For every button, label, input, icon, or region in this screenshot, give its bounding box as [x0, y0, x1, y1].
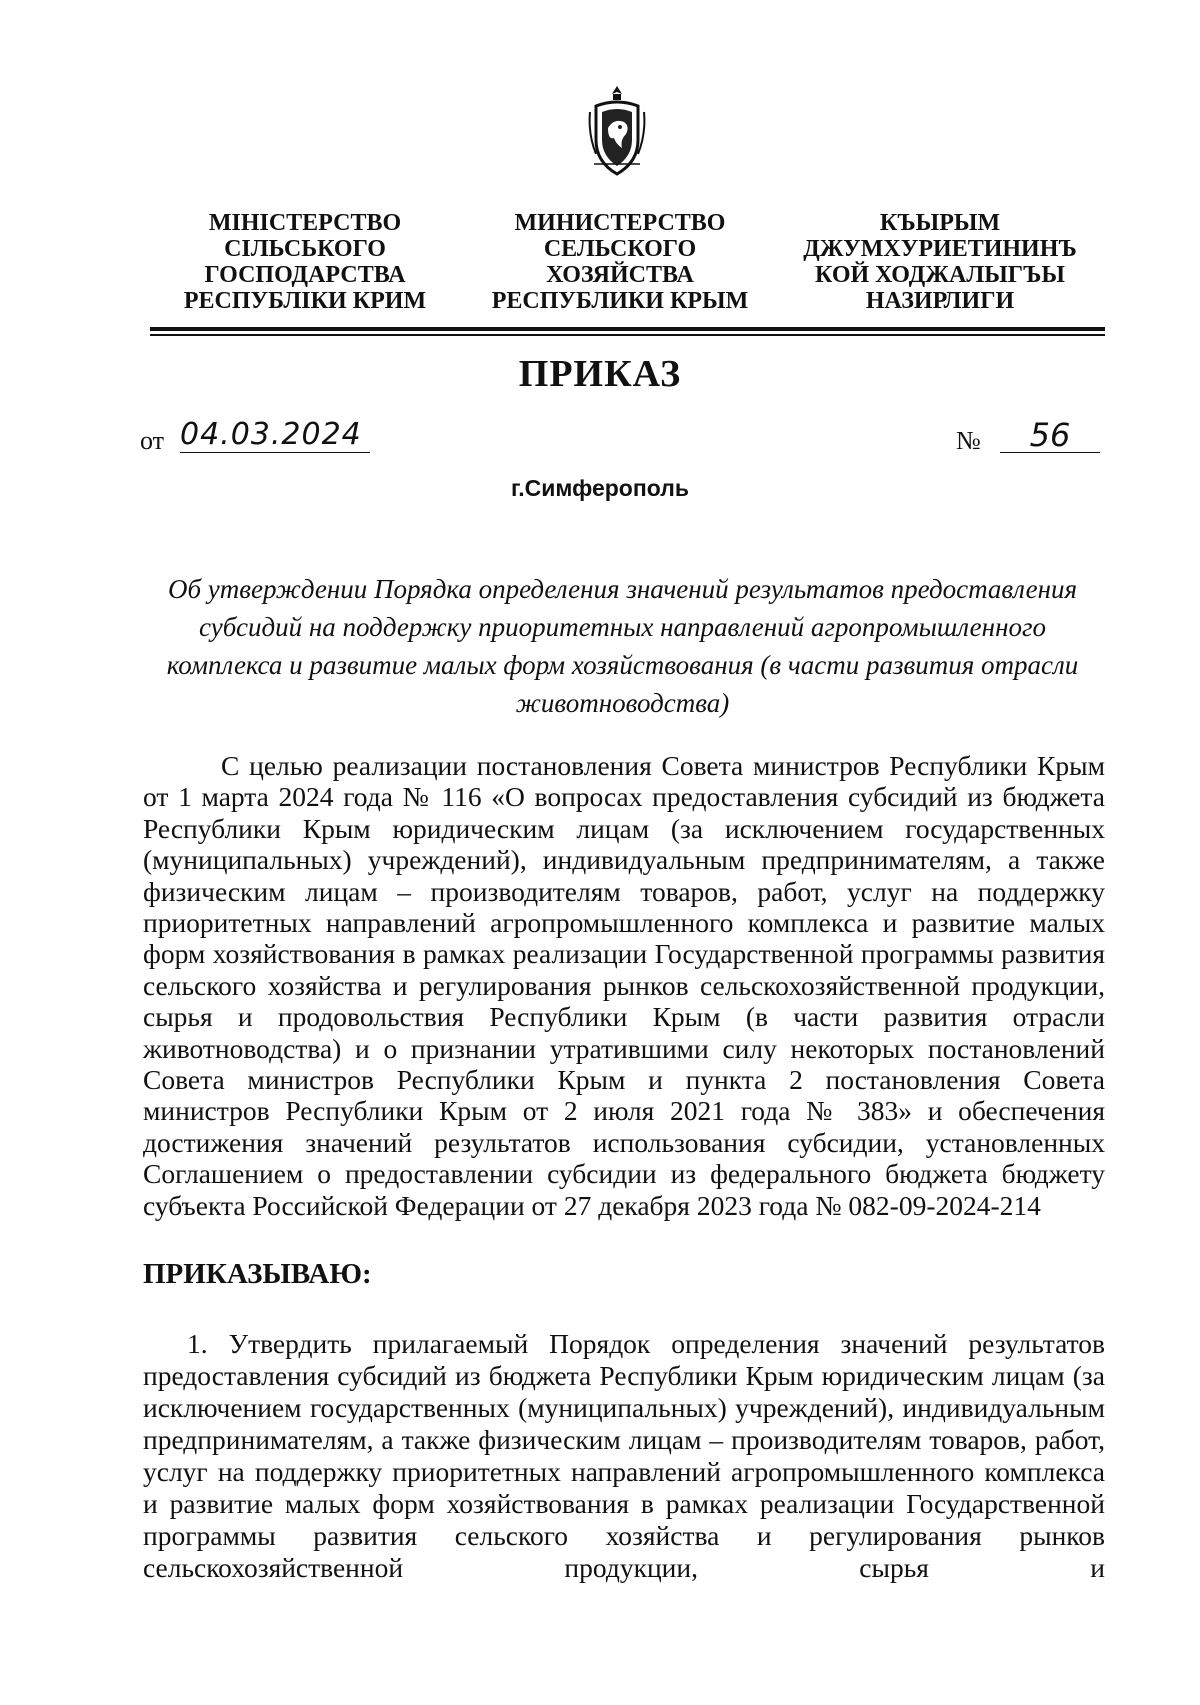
- date-number-row: [0, 418, 1200, 462]
- ministry-name-ua: МІНІСТЕРСТВО СІЛЬСЬКОГО ГОСПОДАРСТВА РЕСПУБЛІКИ КРИМ: [183, 210, 427, 314]
- number-label: №: [956, 426, 981, 455]
- ministry-header: [0, 210, 1200, 320]
- number-value: 56: [1000, 418, 1100, 453]
- document-title: ПРИКАЗ: [518, 353, 682, 395]
- ministry-name-ru: МИНИСТЕРСТВО СЕЛЬСКОГО ХОЗЯЙСТВА РЕСПУБЛИКИ КРЫМ: [491, 210, 749, 314]
- coat-of-arms-icon: [586, 84, 648, 180]
- document-subject: Об утверждении Порядка определения значений результатов предоставления субсидий на поддержку приоритетных направлений агропромышленного комплекса и развитие малых форм хозяйствования (в части развития отрасли животноводства): [166, 574, 1079, 718]
- header-divider-thin: [150, 334, 1105, 336]
- order-heading: ПРИКАЗЫВАЮ:: [143, 1258, 372, 1290]
- order-point-1: 1. Утвердить прилагаемый Порядок определения значений результатов предоставления субсидий из бюджета Республики Крым юридическим лицам (за исключением государственных (муниципальных) учреждений), индивидуальным предпринимателям, а также физическим лицам – производителям товаров, работ, услуг на поддержку приоритетных направлений агропромышленного комплекса и развитие малых форм хозяйствования в рамках реализации Государственной программы развития сельского хозяйства и регулирования рынков сельскохозяйственной продукции, сырья и: [143, 1328, 1105, 1583]
- header-divider-thick: [150, 327, 1105, 331]
- date-label: от: [140, 426, 165, 455]
- city: г.Симферополь: [511, 475, 689, 501]
- date-value: 04.03.2024: [180, 418, 370, 453]
- ministry-name-crh: КЪЫРЫМ ДЖУМХУРИЕТИНИНЪ КОЙ ХОДЖАЛЫГЪЫ НАЗИРЛИГИ: [803, 210, 1077, 314]
- preamble-paragraph: С целью реализации постановления Совета министров Республики Крым от 1 марта 2024 года № 116 «О вопросах предоставления субсидий из бюджета Республики Крым юридическим лицам (за исключением государственных (муниципальных) учреждений), индивидуальным предпринимателям, а также физическим лицам – производителям товаров, работ, услуг на поддержку приоритетных направлений агропромышленного комплекса и развитие малых форм хозяйствования в рамках реализации Государственной программы развития сельского хозяйства и регулирования рынков сельскохозяйственной продукции, сырья и продовольствия Республики Крым (в части развития отрасли животноводства) и о признании утратившими силу некоторых постановлений Совета министров Республики Крым и пункта 2 постановления Совета министров Республики Крым от 2 июля 2021 года № 383» и обеспечения достижения значений результатов использования субсидии, установленных Соглашением о предоставлении субсидии из федерального бюджета бюджету субъекта Российской Федерации от 27 декабря 2023 года № 082-09-2024-214: [143, 750, 1105, 1221]
